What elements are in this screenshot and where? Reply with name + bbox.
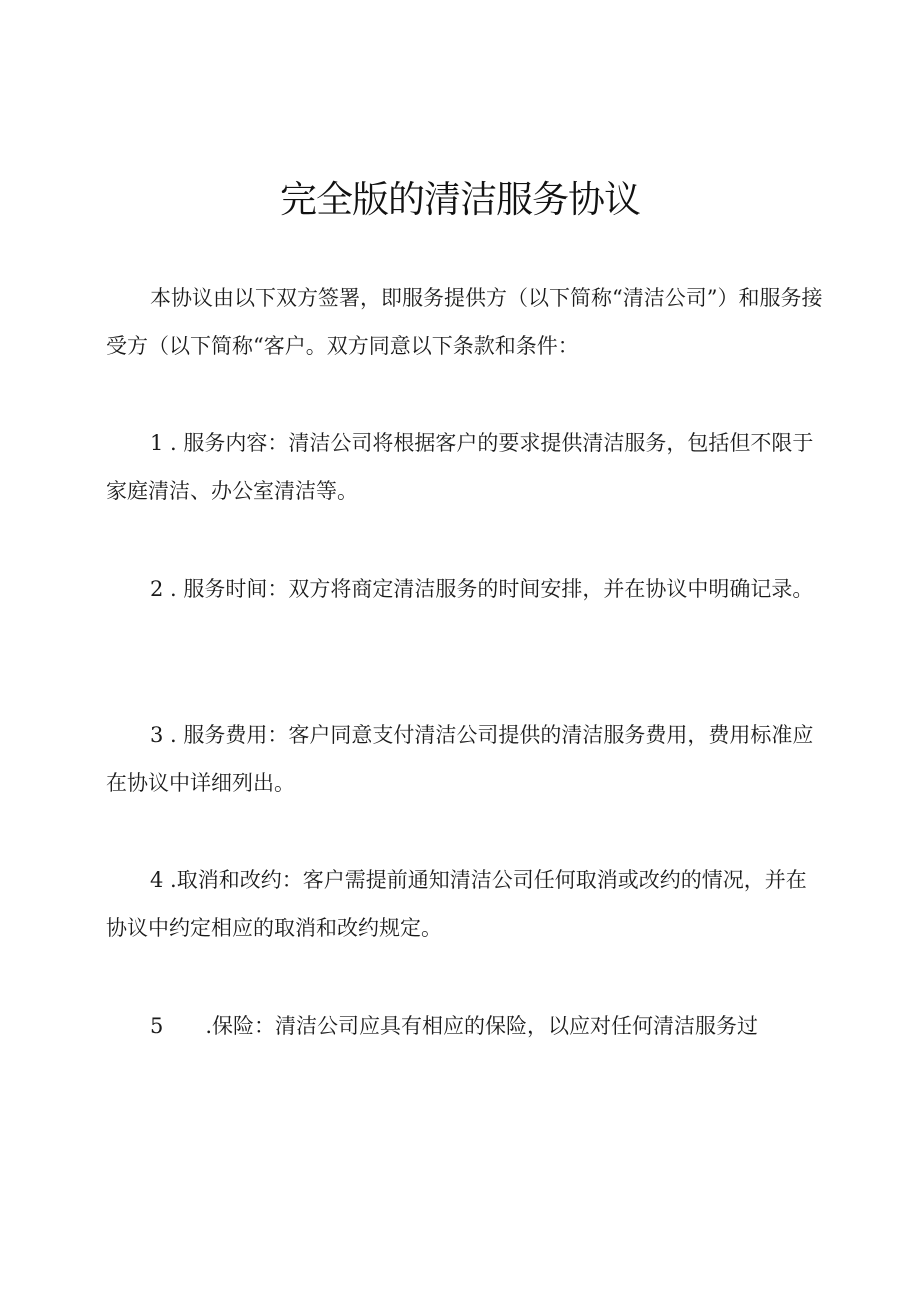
clause-text: .取消和改约：客户需提前通知清洁公司任何取消或改约的情况，并在协议中约定相应的取消和改约规定。 [106,868,807,940]
clause-3 [106,711,826,807]
clause-text: .保险：清洁公司应具有相应的保险，以应对任何清洁服务过 [205,1014,759,1038]
clause-5 [106,1002,826,1050]
clause-number: 1 [150,431,164,455]
clause-number: 2 [150,577,164,601]
clause-text: . 服务时间：双方将商定清洁服务的时间安排，并在协议中明确记录。 [163,577,814,601]
clause-text: . 服务费用：客户同意支付清洁公司提供的清洁服务费用，费用标准应在协议中详细列出。 [106,723,814,795]
clause-number: 3 [150,723,164,747]
clause-1 [106,419,826,515]
document-title: 完全版的清洁服务协议 [280,178,640,221]
clause-4 [106,856,826,952]
intro-paragraph: 本协议由以下双方签署，即服务提供方（以下简称“清洁公司”）和服务接受方（以下简称“客户。双方同意以下条款和条件： [106,286,823,358]
clause-number: 4 [150,868,164,892]
clause-number: 5 [150,1014,164,1038]
clause-2 [106,565,826,613]
clause-text: . 服务内容：清洁公司将根据客户的要求提供清洁服务，包括但不限于家庭清洁、办公室清洁等。 [106,431,814,503]
